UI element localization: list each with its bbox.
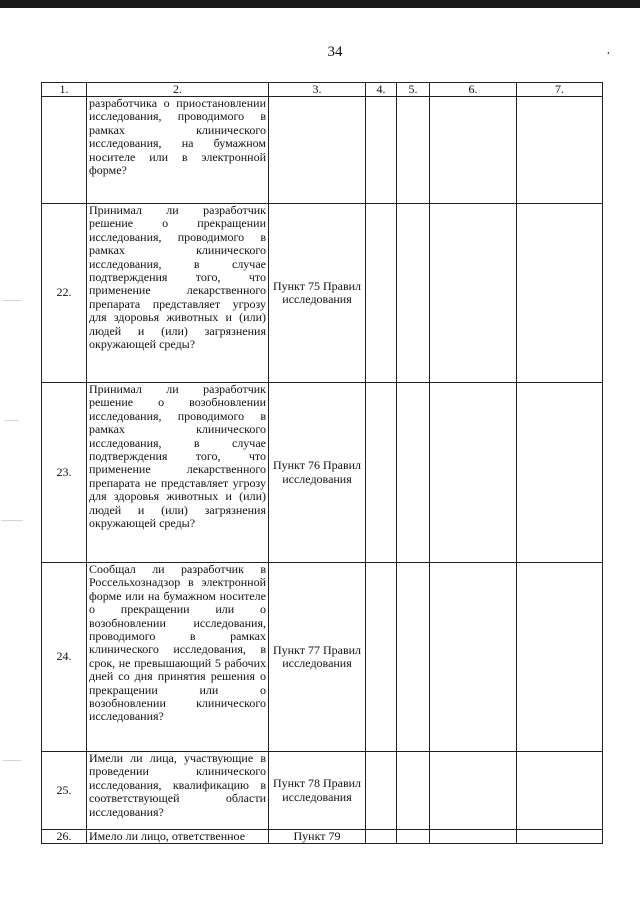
legal-reference: Пункт 78 Правил исследования	[269, 752, 366, 830]
table-row	[42, 752, 603, 830]
scan-noise	[3, 760, 21, 761]
remarks-cell	[517, 563, 603, 752]
question-text: Сообщал ли разработчик в Россельхознадзор в электронной форме или на бумажном носителе о прекращении или о возобновлении исследования, проводимого в рамках клинического исследования, в срок, не превышающий 5 рабочих дней со дня принятия решения о прекращении или о возобновлении клинического исследования?	[87, 563, 269, 752]
header-cell-1: 1.	[42, 83, 87, 97]
corner-mark: ,	[607, 44, 610, 56]
row-number	[42, 97, 87, 204]
answer-cell-yes	[366, 97, 397, 204]
answer-cell-no	[397, 752, 430, 830]
header-row	[42, 83, 603, 97]
table-row	[42, 97, 603, 204]
header-cell-5: 5.	[397, 83, 430, 97]
answer-cell-na	[430, 752, 517, 830]
table-row	[42, 204, 603, 383]
question-text: Имело ли лицо, ответственное	[87, 830, 269, 844]
question-text: Имели ли лица, участвующие в проведении клинического исследования, квалификацию в соответствующей области исследования?	[87, 752, 269, 830]
answer-cell-yes	[366, 830, 397, 844]
legal-reference: Пункт 77 Правил исследования	[269, 563, 366, 752]
remarks-cell	[517, 97, 603, 204]
row-number: 22.	[42, 204, 87, 383]
header-cell-3: 3.	[269, 83, 366, 97]
row-number: 24.	[42, 563, 87, 752]
answer-cell-na	[430, 383, 517, 563]
legal-reference	[269, 97, 366, 204]
checklist-table	[41, 82, 603, 844]
question-text: разработчика о приостановлении исследования, проводимого в рамках клинического исследования, на бумажном носителе или в электронной форме?	[87, 97, 269, 204]
page-number: 34	[327, 44, 343, 60]
header-cell-6: 6.	[430, 83, 517, 97]
remarks-cell	[517, 204, 603, 383]
answer-cell-na	[430, 563, 517, 752]
answer-cell-yes	[366, 752, 397, 830]
row-number: 26.	[42, 830, 87, 844]
table-row	[42, 383, 603, 563]
scan-top-band	[0, 0, 640, 8]
answer-cell-no	[397, 383, 430, 563]
legal-reference: Пункт 75 Правил исследования	[269, 204, 366, 383]
legal-reference: Пункт 76 Правил исследования	[269, 383, 366, 563]
answer-cell-no	[397, 563, 430, 752]
answer-cell-yes	[366, 563, 397, 752]
scan-noise	[2, 300, 22, 301]
table-row	[42, 563, 603, 752]
table-row	[42, 830, 603, 844]
remarks-cell	[517, 830, 603, 844]
answer-cell-na	[430, 97, 517, 204]
header-cell-2: 2.	[87, 83, 269, 97]
remarks-cell	[517, 383, 603, 563]
answer-cell-yes	[366, 383, 397, 563]
row-number: 23.	[42, 383, 87, 563]
remarks-cell	[517, 752, 603, 830]
scan-noise	[4, 420, 18, 421]
answer-cell-no	[397, 830, 430, 844]
answer-cell-no	[397, 97, 430, 204]
legal-reference: Пункт 79	[269, 830, 366, 844]
header-cell-7: 7.	[517, 83, 603, 97]
header-cell-4: 4.	[366, 83, 397, 97]
scan-noise	[1, 520, 23, 521]
answer-cell-na	[430, 830, 517, 844]
answer-cell-na	[430, 204, 517, 383]
row-number: 25.	[42, 752, 87, 830]
question-text: Принимал ли разработчик решение о прекращении исследования, проводимого в рамках клинического исследования, в случае подтверждения того, что применение лекарственного препарата представляет угрозу для здоровья животных и (или) людей и (или) загрязнения окружающей среды?	[87, 204, 269, 383]
question-text: Принимал ли разработчик решение о возобновлении исследования, проводимого в рамках клинического исследования, в случае подтверждения того, что применение лекарственного препарата не представляет угрозу для здоровья животных и (или) людей и (или) загрязнения окружающей среды?	[87, 383, 269, 563]
answer-cell-yes	[366, 204, 397, 383]
answer-cell-no	[397, 204, 430, 383]
